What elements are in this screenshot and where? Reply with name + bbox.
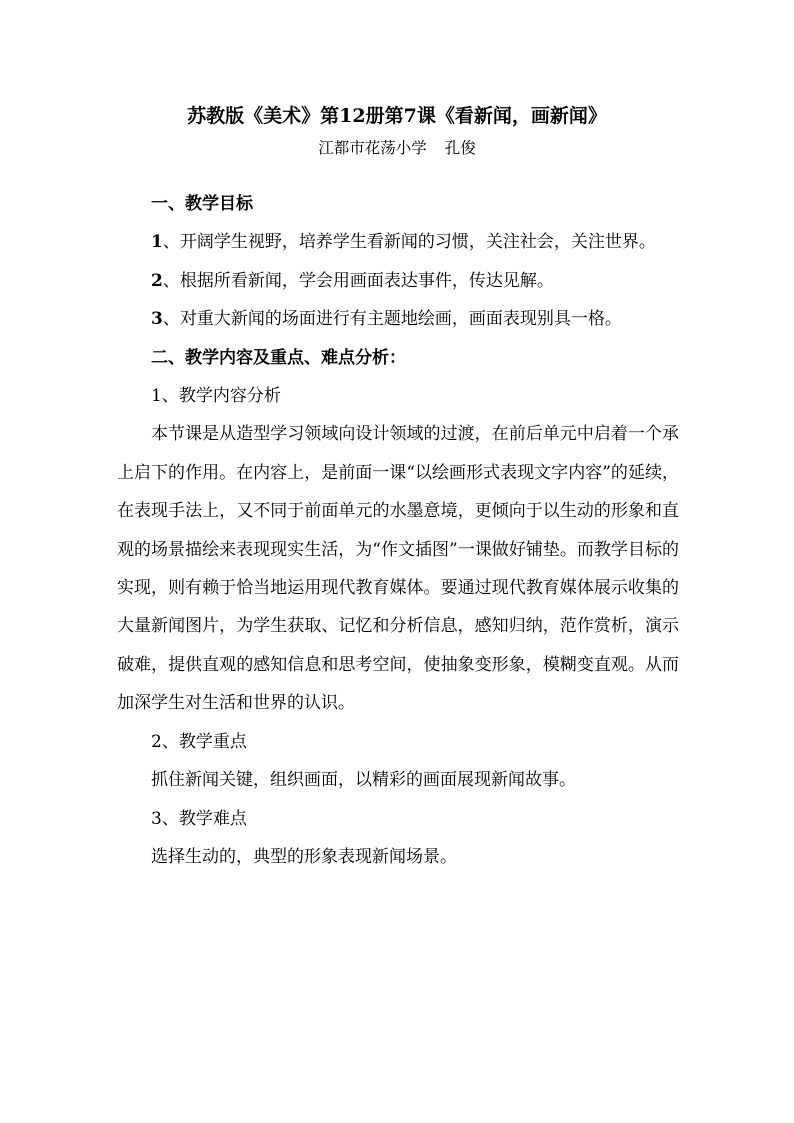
objective-number: 3 [151, 309, 163, 330]
objective-item [117, 262, 679, 300]
objective-text: 、对重大新闻的场面进行有主题地绘画，画面表现别具一格。 [162, 309, 622, 330]
objective-number: 2 [151, 270, 163, 291]
objective-number: 1 [151, 232, 163, 253]
document-body [117, 185, 679, 876]
difficulty-text: 选择生动的，典型的形象表现新闻场景。 [151, 846, 457, 867]
author-name: 孔俊 [444, 139, 476, 157]
section-heading-objectives: 一、教学目标 [151, 194, 253, 214]
objective-item [117, 300, 679, 338]
objective-text: 、根据所看新闻，学会用画面表达事件，传达见解。 [162, 270, 554, 291]
key-point-text: 抓住新闻关键，组织画面，以精彩的画面展现新闻故事。 [151, 770, 576, 791]
objective-text: 、开阔学生视野，培养学生看新闻的习惯，关注社会，关注世界。 [162, 232, 656, 253]
section-heading-content: 二、教学内容及重点、难点分析： [151, 347, 406, 368]
subsection-heading-key-point: 2、教学重点 [151, 731, 247, 752]
document-subtitle [0, 135, 794, 161]
school-name: 江都市花荡小学 [318, 139, 427, 157]
subsection-heading-difficulty: 3、教学难点 [151, 808, 247, 829]
content-analysis-paragraph: 本节课是从造型学习领域向设计领域的过渡，在前后单元中启着一个承上启下的作用。在内容上，是前面一课“以绘画形式表现文字内容”的延续，在表现手法上，又不同于前面单元的水墨意境，更倾向于以生动的形象和直观的场景描绘来表现现实生活，为“作文插图”一课做好铺垫。而教学目标的实现，则有赖于恰当地运用现代教育媒体。要通过现代教育媒体展示收集的大量新闻图片，为学生获取、记忆和分析信息，感知归纳，范作赏析，演示破难，提供直观的感知信息和思考空间，使抽象变形象，模糊变直观。从而加深学生对生活和世界的认识。 [117, 424, 679, 714]
document-title: 苏教版《美术》第12册第7课《看新闻，画新闻》 [187, 105, 607, 127]
subsection-heading-content-analysis: 1、教学内容分析 [151, 386, 281, 407]
objective-item [117, 223, 679, 261]
